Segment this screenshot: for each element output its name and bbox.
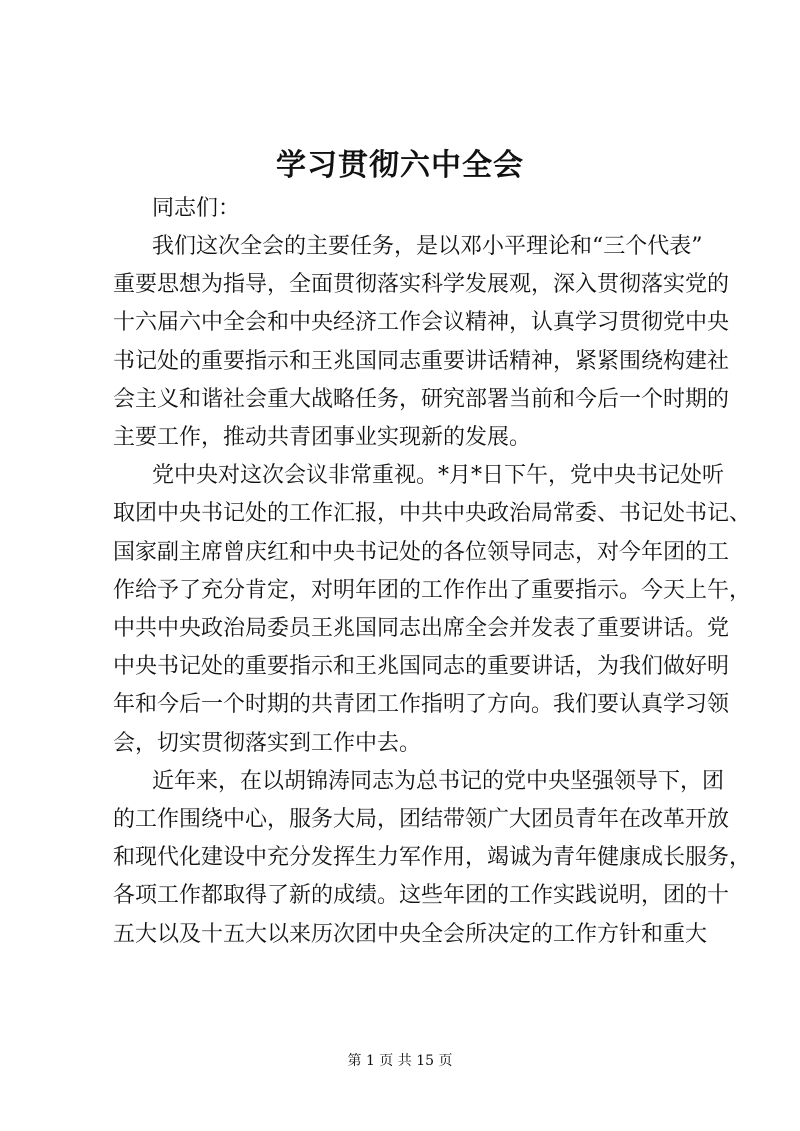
text-line: 的工作围绕中心，服务大局，团结带领广大团员青年在改革开放 [113,807,730,833]
salutation: 同志们： [152,196,241,221]
text-line: 国家副主席曾庆红和中央书记处的各位领导同志，对今年团的工 [113,539,730,565]
text-line: 各项工作都取得了新的成绩。这些年团的工作实践说明，团的十 [113,883,730,909]
document-body [113,228,752,954]
page-footer: 第 1 页 共 15 页 [347,1053,453,1069]
text-line: 会主义和谐社会重大战略任务，研究部署当前和今后一个时期的 [113,386,730,412]
text-line: 年和今后一个时期的共青团工作指明了方向。我们要认真学习领 [113,692,730,718]
text-line: 十六届六中全会和中央经济工作会议精神，认真学习贯彻党中央 [113,310,730,336]
text-line: 作给予了充分肯定，对明年团的工作作出了重要指示。今天上午， [113,577,752,603]
text-line: 党中央对这次会议非常重视。*月*日下午，党中央书记处听 [152,463,725,489]
paragraph [113,457,752,763]
text-line: 主要工作，推动共青团事业实现新的发展。 [113,425,532,451]
document-title: 学习贯彻六中全会 [276,148,524,183]
text-line: 中央书记处的重要指示和王兆国同志的重要讲话，为我们做好明 [113,654,730,680]
text-line: 五大以及十五大以来历次团中央全会所决定的工作方针和重大 [113,921,708,947]
text-line: 和现代化建设中充分发挥生力军作用，竭诚为青年健康成长服务， [113,845,752,871]
text-line: 重要思想为指导，全面贯彻落实科学发展观，深入贯彻落实党的 [113,272,730,298]
text-line: 会，切实贯彻落实到工作中去。 [113,730,422,756]
text-line: 书记处的重要指示和王兆国同志重要讲话精神，紧紧围绕构建社 [113,348,730,374]
paragraph [113,228,730,457]
paragraph [113,763,752,954]
text-line: 中共中央政治局委员王兆国同志出席全会并发表了重要讲话。党 [113,616,730,642]
text-line: 近年来，在以胡锦涛同志为总书记的党中央坚强领导下，团 [152,768,725,794]
text-line: 我们这次全会的主要任务，是以邓小平理论和“三个代表” [152,234,703,259]
text-line: 取团中央书记处的工作汇报，中共中央政治局常委、书记处书记、 [113,501,752,527]
